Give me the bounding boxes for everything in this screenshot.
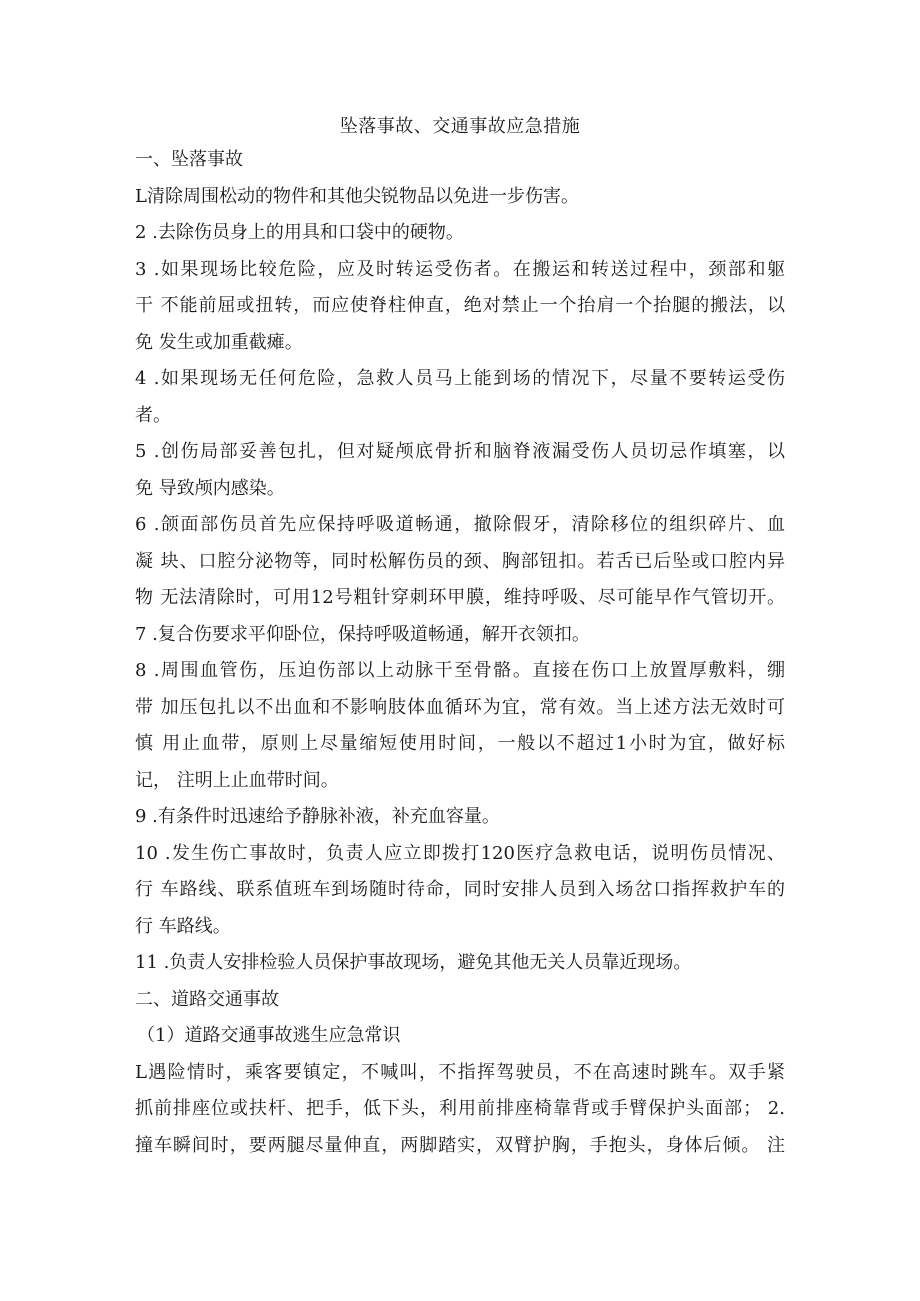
body-line: 7 .复合伤要求平仰卧位，保持呼吸道畅通，解开衣领扣。 [135,623,590,645]
body-line: 撞车瞬间时，要两腿尽量伸直，两脚踏实，双臂护胸，手抱头，身体后倾。 注 [135,1134,785,1156]
body-line: 凝 块、口腔分泌物等，同时松解伤员的颈、胸部钮扣。若舌已后坠或口腔内异 [135,550,785,572]
body-line: 8 .周围血管伤，压迫伤部以上动脉干至骨骼。直接在伤口上放置厚敷料，绷 [135,660,785,681]
body-line: 干 不能前屈或扭转，而应使脊柱伸直，绝对禁止一个抬肩一个抬腿的搬法，以 [135,295,785,316]
body-line: 行 车路线。 [135,915,231,937]
body-line: 一、坠落事故 [135,149,243,170]
body-line: 者。 [135,404,171,426]
body-line: 10 .发生伤亡事故时，负责人应立即拨打120医疗急救电话，说明伤员情况、 [135,842,785,864]
body-line: L清除周围松动的物件和其他尖锐物品以免进一步伤害。 [135,185,579,207]
body-line: 6 .颌面部伤员首先应保持呼吸道畅通，撤除假牙，清除移位的组织碎片、血 [135,514,785,535]
body-line: （1）道路交通事故逃生应急常识 [137,1025,401,1046]
body-line: 4 .如果现场无任何危险，急救人员马上能到场的情况下，尽量不要转运受伤 [135,368,785,389]
body-line: 二、道路交通事故 [135,988,279,1010]
body-line: 5 .创伤局部妥善包扎，但对疑颅底骨折和脑脊液漏受伤人员切忌作填塞，以 [135,441,785,462]
body-line: 抓前排座位或扶杆、把手，低下头，利用前排座椅靠背或手臂保护头面部； 2. [135,1098,785,1119]
body-line: 2 .去除伤员身上的用具和口袋中的硬物。 [135,222,464,243]
body-line: 9 .有条件时迅速给予静脉补液，补充血容量。 [135,806,500,827]
body-line: 免 发生或加重截瘫。 [135,331,303,353]
body-line: 3 .如果现场比较危险，应及时转运受伤者。在搬运和转送过程中，颈部和躯 [135,258,785,280]
body-line: L遇险情时，乘客要镇定，不喊叫，不指挥驾驶员，不在高速时跳车。双手紧 [135,1061,785,1083]
body-line: 带 加压包扎以不出血和不影响肢体血循环为宜，常有效。当上述方法无效时可 [135,696,785,718]
body-line: 记， 注明上止血带时间。 [135,769,339,791]
body-line: 行 车路线、联系值班车到场随时待命，同时安排人员到入场岔口指挥救护车的 [135,879,785,900]
body-line: 免 导致颅内感染。 [135,477,285,499]
body-line: 11 .负责人安排检验人员保护事故现场，避免其他无关人员靠近现场。 [135,952,692,973]
body-line: 物 无法清除时，可用12号粗针穿刺环甲膜，维持呼吸、尽可能早作气管切开。 [135,587,785,608]
document-title: 坠落事故、交通事故应急措施 [339,116,581,137]
body-line: 慎 用止血带，原则上尽量缩短使用时间，一般以不超过1小时为宜，做好标 [135,733,785,754]
